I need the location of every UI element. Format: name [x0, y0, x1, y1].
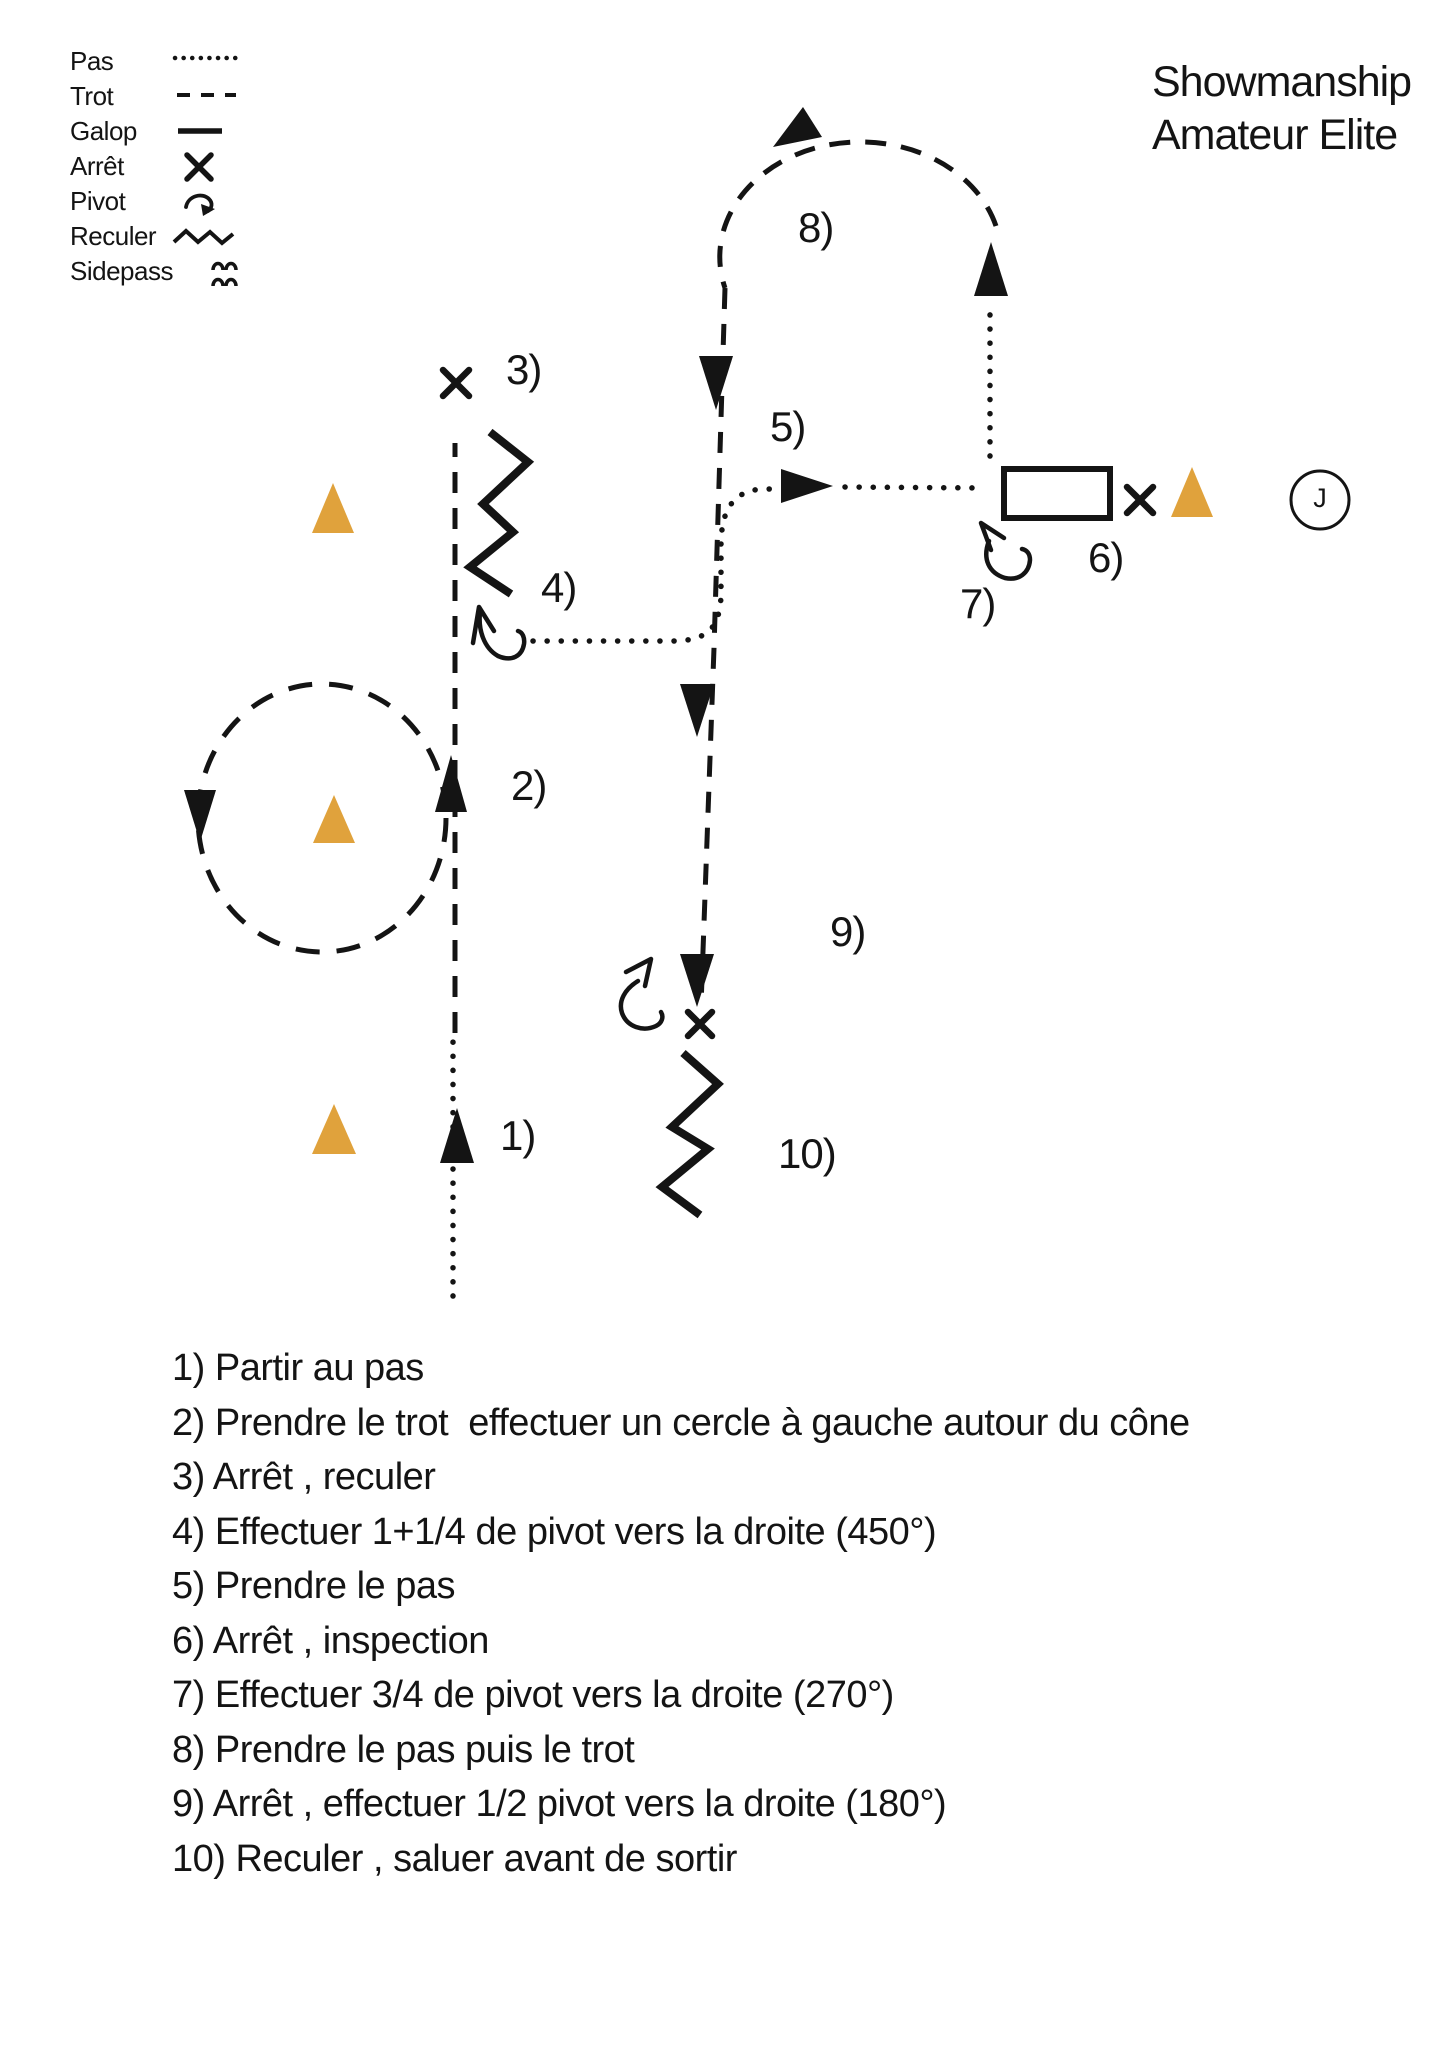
cone-top-left	[312, 483, 354, 533]
judge-letter: J	[1313, 483, 1327, 513]
step-label-2: 2)	[511, 762, 547, 809]
halt3-x-icon	[443, 370, 469, 396]
legend-label-reculer: Reculer	[70, 221, 157, 251]
trot-arc-step8-path	[720, 142, 996, 288]
legend-label-pas: Pas	[70, 46, 114, 76]
cone-circle-center	[313, 795, 355, 843]
arrow-up-step8-icon	[974, 242, 1008, 296]
instruction-line-1: 1) Partir au pas	[172, 1347, 424, 1389]
step-label-6: 6)	[1088, 534, 1124, 581]
instruction-line-10: 10) Reculer , saluer avant de sortir	[172, 1837, 737, 1880]
step-label-4: 4)	[541, 564, 577, 611]
arrow-down-circle-icon	[184, 790, 216, 842]
pivot7-icon	[981, 523, 1030, 579]
cone-inspection	[1171, 467, 1213, 517]
arrow-down-step9b-icon	[680, 954, 714, 1007]
trot-circle-path	[198, 684, 446, 952]
instruction-line-7: 7) Effectuer 3/4 de pivot vers la droite (270°)	[172, 1674, 894, 1716]
arrow-up-step2-icon	[435, 755, 467, 812]
instruction-line-5: 5) Prendre le pas	[172, 1565, 455, 1607]
pattern-title-line2: Amateur Elite	[1152, 111, 1398, 159]
halt9-x-icon	[688, 1012, 712, 1036]
walk-to-box-path	[845, 487, 985, 488]
step-label-1: 1)	[500, 1112, 536, 1159]
legend-label-sidepass: Sidepass	[70, 256, 173, 286]
legend-label-galop: Galop	[70, 116, 137, 146]
instruction-line-4: 4) Effectuer 1+1/4 de pivot vers la droite (450°)	[172, 1510, 937, 1553]
legend-label-pivot: Pivot	[70, 186, 126, 216]
step-label-3: 3)	[506, 346, 542, 393]
pivot4-icon	[473, 607, 524, 658]
step-label-9: 9)	[830, 908, 866, 955]
arrow-up-step1-icon	[440, 1108, 474, 1163]
step-label-8: 8)	[798, 204, 834, 251]
instruction-line-9: 9) Arrêt , effectuer 1/2 pivot vers la droite (180°)	[172, 1783, 947, 1825]
pivot9-icon	[621, 959, 663, 1028]
instruction-line-6: 6) Arrêt , inspection	[172, 1619, 489, 1662]
step-label-5: 5)	[770, 403, 806, 450]
legend-label-trot: Trot	[70, 81, 114, 111]
instruction-line-8: 8) Prendre le pas puis le trot	[172, 1728, 635, 1771]
arrow-down-step5-icon	[699, 356, 733, 410]
instruction-line-3: 3) Arrêt , reculer	[172, 1456, 436, 1498]
instruction-line-2: 2) Prendre le trot effectuer un cercle à gauche autour du cône	[172, 1401, 1190, 1444]
cone-bottom-left	[312, 1104, 356, 1154]
arrow-arc-top-icon	[773, 107, 822, 147]
halt6-x-icon	[1127, 487, 1153, 513]
step-label-7: 7)	[960, 580, 996, 627]
pattern-title-line1: Showmanship	[1152, 58, 1412, 106]
instructions-list	[172, 1341, 1190, 1886]
legend-label-arret: Arrêt	[70, 151, 124, 181]
step-label-10: 10)	[778, 1130, 836, 1177]
inspection-box	[1004, 469, 1110, 518]
backup3-zigzag	[470, 432, 528, 594]
arrow-right-step5-icon	[781, 469, 833, 503]
backup10-zigzag	[662, 1053, 718, 1215]
